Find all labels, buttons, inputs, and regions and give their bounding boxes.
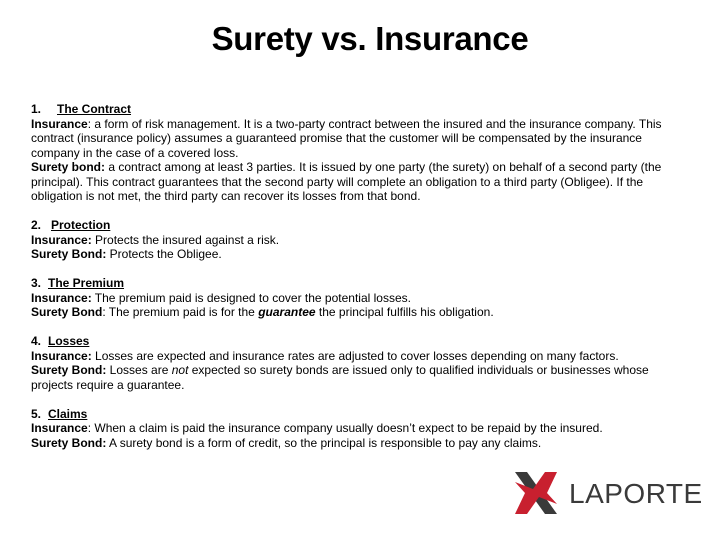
slide-title: Surety vs. Insurance — [211, 20, 529, 57]
section-claims — [31, 407, 691, 451]
section-title: The Premium — [48, 276, 125, 290]
insurance-label: Insurance: — [31, 290, 92, 305]
section-losses — [31, 334, 691, 392]
surety-text: a contract among at least 3 parties. It is issued by one party (the surety) on behalf of a second party (the principal). This contract guarantees that the second party will complete an obligation to a third party (Obligee). If the obligation is not met, the third party can recover its losses from that bond. — [31, 160, 662, 203]
section-title: Claims — [48, 406, 88, 421]
laporte-x-logo-icon — [511, 468, 561, 518]
insurance-entry — [31, 349, 691, 364]
section-number: 5. — [31, 406, 42, 421]
insurance-text: a form of risk management. It is a two-party contract between the insured and the insurance company. This contract (insurance policy) assumes a guaranteed promise that the customer will be compensated by the insurance company in the case of a covered loss. — [31, 116, 662, 160]
insurance-entry — [31, 421, 691, 436]
insurance-separator: : — [87, 116, 92, 131]
section-title: Losses — [48, 334, 90, 348]
section-title: Protection — [51, 218, 111, 232]
surety-entry — [31, 160, 691, 204]
section-heading — [31, 407, 691, 422]
section-number: 3. — [31, 276, 42, 290]
section-contract — [31, 102, 691, 204]
surety-text-after: expected so surety bonds are issued only to qualified individuals or businesses whose projects require a guarantee. — [31, 363, 649, 392]
section-premium — [31, 276, 691, 320]
comparison-content — [31, 102, 691, 465]
surety-label: Surety Bond: — [31, 435, 107, 450]
insurance-text: Protects the insured against a risk. — [91, 232, 280, 247]
section-number: 4. — [31, 334, 42, 348]
surety-label: Surety Bond: — [31, 363, 107, 377]
insurance-label: Insurance: — [31, 232, 92, 247]
surety-entry — [31, 305, 691, 320]
logo-wordmark: LAPORTE — [569, 478, 703, 509]
surety-emphasis: guarantee — [258, 305, 316, 319]
surety-text: A surety bond is a form of credit, so the principal is responsible to pay any claims. — [106, 435, 542, 450]
surety-entry — [31, 436, 691, 451]
laporte-logo — [511, 468, 706, 524]
section-heading — [31, 102, 691, 117]
section-heading — [31, 218, 691, 233]
surety-text-before: : The premium paid is for the — [102, 305, 259, 319]
surety-text-before: Losses are — [106, 363, 172, 377]
section-number: 1. — [31, 102, 42, 116]
surety-label: Surety bond: — [31, 160, 105, 174]
insurance-text: The premium paid is designed to cover the potential losses. — [91, 290, 411, 305]
surety-label: Surety Bond — [31, 305, 103, 319]
insurance-text: Losses are expected and insurance rates are adjusted to cover losses depending on many factors. — [91, 348, 619, 363]
surety-text-after: the principal fulfills his obligation. — [315, 305, 494, 319]
surety-entry — [31, 247, 691, 262]
insurance-entry — [31, 117, 691, 161]
insurance-label: Insurance — [31, 421, 88, 435]
surety-entry — [31, 363, 691, 392]
surety-label: Surety Bond: — [31, 247, 107, 261]
section-title: The Contract — [57, 102, 132, 116]
insurance-label: Insurance: — [31, 348, 92, 363]
insurance-text: : When a claim is paid the insurance company usually doesn’t expect to be repaid by the insured. — [87, 421, 603, 435]
surety-emphasis: not — [171, 363, 189, 377]
insurance-label: Insurance — [31, 116, 88, 131]
section-protection — [31, 218, 691, 262]
insurance-entry — [31, 291, 691, 306]
insurance-entry — [31, 233, 691, 248]
section-heading — [31, 334, 691, 349]
surety-text: Protects the Obligee. — [106, 247, 222, 261]
section-number: 2. — [31, 218, 42, 232]
section-heading — [31, 276, 691, 291]
